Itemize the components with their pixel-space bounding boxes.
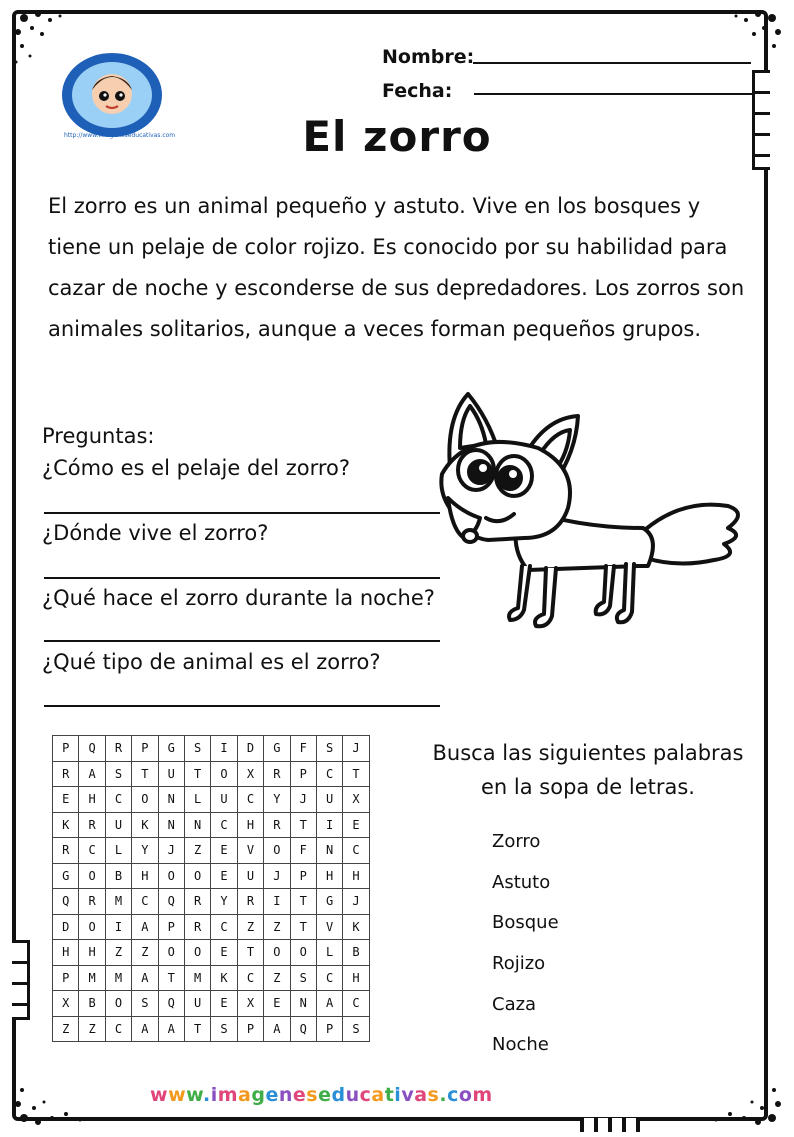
- word-caza: Caza: [492, 994, 537, 1015]
- grid-cell[interactable]: A: [132, 1016, 158, 1042]
- grid-cell[interactable]: V: [237, 838, 263, 864]
- grid-cell[interactable]: Z: [184, 838, 210, 864]
- grid-cell[interactable]: C: [105, 1016, 131, 1042]
- grid-cell[interactable]: T: [184, 761, 210, 787]
- grid-cell[interactable]: E: [343, 812, 369, 838]
- grid-cell[interactable]: B: [79, 991, 105, 1017]
- grid-cell[interactable]: X: [343, 787, 369, 813]
- grid-cell[interactable]: R: [184, 889, 210, 915]
- grid-cell[interactable]: D: [237, 736, 263, 762]
- grid-cell[interactable]: S: [290, 965, 316, 991]
- grid-cell[interactable]: J: [264, 863, 290, 889]
- grid-cell[interactable]: Q: [158, 991, 184, 1017]
- grid-cell[interactable]: A: [132, 914, 158, 940]
- grid-cell[interactable]: H: [132, 863, 158, 889]
- nombre-label: Nombre:: [382, 46, 475, 68]
- grid-cell[interactable]: V: [316, 914, 342, 940]
- word-search-grid: [52, 735, 370, 1042]
- fecha-line[interactable]: [474, 93, 752, 95]
- grid-cell[interactable]: I: [211, 736, 237, 762]
- word-noche: Noche: [492, 1034, 549, 1055]
- grid-cell[interactable]: A: [316, 991, 342, 1017]
- word-zorro: Zorro: [492, 831, 541, 852]
- grid-cell[interactable]: H: [237, 812, 263, 838]
- grid-cell[interactable]: K: [343, 914, 369, 940]
- corner-dots-bottom-left: [8, 1062, 98, 1132]
- question-1: ¿Cómo es el pelaje del zorro?: [42, 456, 351, 480]
- grid-cell[interactable]: P: [53, 965, 79, 991]
- grid-cell[interactable]: S: [211, 1016, 237, 1042]
- grid-cell[interactable]: H: [316, 863, 342, 889]
- grid-cell[interactable]: C: [237, 787, 263, 813]
- grid-cell[interactable]: I: [316, 812, 342, 838]
- answer-line-1[interactable]: [44, 512, 440, 514]
- grid-cell[interactable]: H: [79, 940, 105, 966]
- grid-cell[interactable]: K: [53, 812, 79, 838]
- grid-cell[interactable]: A: [158, 1016, 184, 1042]
- grid-cell[interactable]: T: [290, 889, 316, 915]
- grid-cell[interactable]: S: [105, 761, 131, 787]
- grid-cell[interactable]: O: [105, 991, 131, 1017]
- grid-cell[interactable]: Z: [79, 1016, 105, 1042]
- grid-cell[interactable]: M: [184, 965, 210, 991]
- grid-cell[interactable]: Y: [132, 838, 158, 864]
- word-bosque: Bosque: [492, 912, 559, 933]
- grid-cell[interactable]: P: [290, 761, 316, 787]
- grid-row: [53, 991, 370, 1017]
- grid-cell[interactable]: L: [316, 940, 342, 966]
- bottom-bar-right: [580, 1118, 640, 1132]
- grid-row: [53, 736, 370, 762]
- grid-cell[interactable]: B: [343, 940, 369, 966]
- grid-cell[interactable]: T: [158, 965, 184, 991]
- grid-cell[interactable]: S: [184, 736, 210, 762]
- grid-cell[interactable]: C: [316, 761, 342, 787]
- grid-cell[interactable]: C: [211, 812, 237, 838]
- grid-cell[interactable]: C: [132, 889, 158, 915]
- grid-cell[interactable]: O: [132, 787, 158, 813]
- grid-cell[interactable]: U: [184, 991, 210, 1017]
- grid-cell[interactable]: N: [184, 812, 210, 838]
- corner-dots-bottom-right: [690, 1062, 788, 1132]
- grid-cell[interactable]: A: [79, 761, 105, 787]
- grid-row: [53, 1016, 370, 1042]
- grid-cell[interactable]: L: [184, 787, 210, 813]
- grid-cell[interactable]: Q: [79, 736, 105, 762]
- grid-cell[interactable]: G: [53, 863, 79, 889]
- grid-cell[interactable]: I: [105, 914, 131, 940]
- grid-row: [53, 940, 370, 966]
- grid-cell[interactable]: J: [343, 736, 369, 762]
- grid-cell[interactable]: T: [132, 761, 158, 787]
- grid-cell[interactable]: R: [264, 761, 290, 787]
- grid-cell[interactable]: S: [132, 991, 158, 1017]
- grid-cell[interactable]: E: [264, 991, 290, 1017]
- grid-cell[interactable]: O: [184, 863, 210, 889]
- grid-cell[interactable]: T: [290, 914, 316, 940]
- grid-cell[interactable]: Q: [158, 889, 184, 915]
- grid-cell[interactable]: Y: [264, 787, 290, 813]
- footer-website-text: www.imageneseducativas.com: [150, 1084, 493, 1106]
- grid-cell[interactable]: S: [316, 736, 342, 762]
- grid-row: [53, 965, 370, 991]
- fox-illustration: [428, 388, 774, 638]
- nombre-line[interactable]: [473, 62, 751, 64]
- question-3: ¿Qué hace el zorro durante la noche?: [42, 586, 435, 610]
- reading-paragraph: El zorro es un animal pequeño y astuto. Vive en los bosques y tiene un pelaje de color rojizo. Es conocido por su habilidad para cazar de noche y esconderse de sus depredadores. Los zorros son animales solitarios, aunque a veces forman pequeños grupos.: [48, 194, 745, 341]
- grid-cell[interactable]: T: [237, 940, 263, 966]
- grid-cell[interactable]: N: [290, 991, 316, 1017]
- grid-cell[interactable]: M: [79, 965, 105, 991]
- answer-line-4[interactable]: [44, 705, 440, 707]
- grid-cell[interactable]: G: [264, 736, 290, 762]
- grid-cell[interactable]: K: [211, 965, 237, 991]
- grid-cell[interactable]: N: [316, 838, 342, 864]
- grid-cell[interactable]: I: [264, 889, 290, 915]
- grid-row: [53, 838, 370, 864]
- grid-cell[interactable]: P: [158, 914, 184, 940]
- grid-cell[interactable]: D: [53, 914, 79, 940]
- grid-cell[interactable]: G: [316, 889, 342, 915]
- grid-cell[interactable]: Q: [290, 1016, 316, 1042]
- grid-cell[interactable]: J: [343, 889, 369, 915]
- grid-cell[interactable]: E: [211, 991, 237, 1017]
- wordsearch-instruction-2: en la sopa de letras.: [481, 775, 695, 799]
- grid-cell[interactable]: U: [237, 863, 263, 889]
- grid-cell[interactable]: L: [105, 838, 131, 864]
- grid-cell[interactable]: Z: [132, 940, 158, 966]
- grid-cell[interactable]: T: [343, 761, 369, 787]
- grid-cell[interactable]: P: [53, 736, 79, 762]
- grid-cell[interactable]: O: [264, 940, 290, 966]
- grid-row: [53, 914, 370, 940]
- grid-cell[interactable]: R: [79, 812, 105, 838]
- grid-row: [53, 863, 370, 889]
- grid-cell[interactable]: E: [211, 838, 237, 864]
- grid-cell[interactable]: C: [105, 787, 131, 813]
- grid-cell[interactable]: X: [237, 761, 263, 787]
- grid-cell[interactable]: G: [158, 736, 184, 762]
- answer-line-2[interactable]: [44, 577, 440, 579]
- logo-text: http://www.imageneseducativas.com: [64, 132, 176, 139]
- grid-cell[interactable]: J: [290, 787, 316, 813]
- grid-cell[interactable]: P: [132, 736, 158, 762]
- grid-cell[interactable]: P: [316, 1016, 342, 1042]
- grid-cell[interactable]: Z: [264, 965, 290, 991]
- grid-cell[interactable]: S: [343, 1016, 369, 1042]
- grid-cell[interactable]: O: [158, 863, 184, 889]
- grid-cell[interactable]: C: [343, 838, 369, 864]
- grid-cell[interactable]: R: [184, 914, 210, 940]
- grid-row: [53, 761, 370, 787]
- grid-cell[interactable]: U: [316, 787, 342, 813]
- question-4: ¿Qué tipo de animal es el zorro?: [42, 650, 381, 674]
- word-rojizo: Rojizo: [492, 953, 546, 974]
- grid-cell[interactable]: E: [211, 940, 237, 966]
- grid-cell[interactable]: C: [79, 838, 105, 864]
- grid-cell[interactable]: B: [105, 863, 131, 889]
- grid-cell[interactable]: E: [53, 787, 79, 813]
- page-title: El zorro: [302, 112, 492, 161]
- wordsearch-instruction-1: Busca las siguientes palabras: [432, 741, 744, 765]
- grid-cell[interactable]: H: [53, 940, 79, 966]
- grid-cell[interactable]: C: [211, 914, 237, 940]
- grid-cell[interactable]: O: [264, 838, 290, 864]
- footer-website[interactable]: [150, 1084, 493, 1106]
- grid-cell[interactable]: X: [53, 991, 79, 1017]
- answer-line-3[interactable]: [44, 640, 440, 642]
- grid-cell[interactable]: T: [184, 1016, 210, 1042]
- grid-cell[interactable]: X: [237, 991, 263, 1017]
- grid-row: [53, 889, 370, 915]
- grid-cell[interactable]: H: [343, 965, 369, 991]
- grid-cell[interactable]: R: [53, 838, 79, 864]
- grid-cell[interactable]: M: [105, 965, 131, 991]
- grid-cell[interactable]: P: [237, 1016, 263, 1042]
- corner-dots-top-right: [718, 6, 788, 76]
- grid-cell[interactable]: R: [105, 736, 131, 762]
- grid-cell[interactable]: Z: [264, 914, 290, 940]
- grid-cell[interactable]: K: [132, 812, 158, 838]
- grid-cell[interactable]: U: [158, 761, 184, 787]
- grid-cell[interactable]: N: [158, 787, 184, 813]
- grid-cell[interactable]: F: [290, 838, 316, 864]
- grid-row: [53, 812, 370, 838]
- grid-cell[interactable]: N: [158, 812, 184, 838]
- side-bar-left-bottom: [12, 940, 30, 1020]
- grid-cell[interactable]: R: [53, 761, 79, 787]
- questions-heading: Preguntas:: [42, 424, 155, 448]
- grid-cell[interactable]: U: [211, 787, 237, 813]
- grid-cell[interactable]: M: [105, 889, 131, 915]
- grid-cell[interactable]: O: [158, 940, 184, 966]
- grid-cell[interactable]: P: [290, 863, 316, 889]
- grid-cell[interactable]: J: [158, 838, 184, 864]
- grid-cell[interactable]: R: [237, 889, 263, 915]
- grid-cell[interactable]: Z: [237, 914, 263, 940]
- grid-cell[interactable]: C: [316, 965, 342, 991]
- grid-cell[interactable]: U: [105, 812, 131, 838]
- grid-cell[interactable]: A: [132, 965, 158, 991]
- grid-cell[interactable]: O: [290, 940, 316, 966]
- grid-cell[interactable]: O: [184, 940, 210, 966]
- grid-cell[interactable]: O: [211, 761, 237, 787]
- question-2: ¿Dónde vive el zorro?: [42, 521, 269, 545]
- grid-cell[interactable]: C: [237, 965, 263, 991]
- grid-cell[interactable]: H: [79, 787, 105, 813]
- fecha-label: Fecha:: [382, 80, 453, 102]
- grid-cell[interactable]: Q: [53, 889, 79, 915]
- word-astuto: Astuto: [492, 872, 551, 893]
- grid-cell[interactable]: H: [343, 863, 369, 889]
- grid-cell[interactable]: Z: [53, 1016, 79, 1042]
- grid-cell[interactable]: Y: [211, 889, 237, 915]
- grid-row: [53, 787, 370, 813]
- grid-cell[interactable]: T: [290, 812, 316, 838]
- grid-cell[interactable]: O: [79, 863, 105, 889]
- grid-cell[interactable]: R: [264, 812, 290, 838]
- grid-cell[interactable]: C: [343, 991, 369, 1017]
- grid-cell[interactable]: O: [79, 914, 105, 940]
- grid-cell[interactable]: R: [79, 889, 105, 915]
- grid-cell[interactable]: F: [290, 736, 316, 762]
- grid-cell[interactable]: A: [264, 1016, 290, 1042]
- grid-cell[interactable]: Z: [105, 940, 131, 966]
- grid-cell[interactable]: E: [211, 863, 237, 889]
